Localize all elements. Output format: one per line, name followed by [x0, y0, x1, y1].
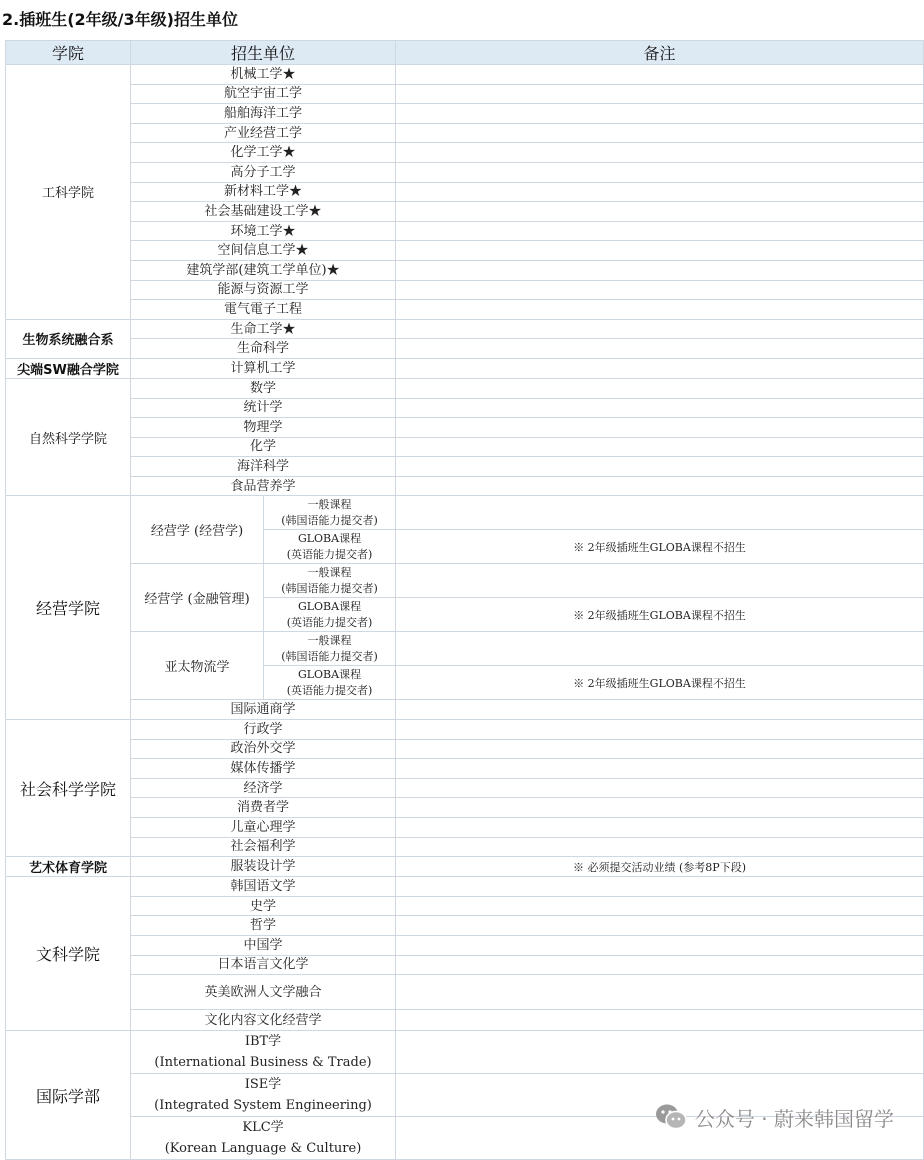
track-name: GLOBA课程 [297, 531, 362, 545]
unit-cell [131, 759, 396, 779]
track-cell [264, 598, 396, 632]
unit-cell [131, 936, 396, 956]
track-name: GLOBA课程 [297, 599, 362, 613]
unit-name: 行政学 [243, 721, 283, 737]
unit-name: 哲学 [250, 918, 277, 934]
note-cell [396, 221, 924, 241]
note-cell [396, 339, 924, 359]
unit-cell [131, 418, 396, 438]
table-body [6, 65, 924, 1160]
table-row [6, 398, 924, 418]
unit-name: 数学 [250, 380, 277, 396]
unit-name: 中国学 [243, 937, 283, 953]
note-cell [396, 378, 924, 398]
unit-name: 消费者学 [237, 800, 290, 816]
unit-cell [131, 916, 396, 936]
table-row [6, 1010, 924, 1031]
track-requirement: (英语能力提交者) [286, 683, 373, 697]
table-row [6, 955, 924, 975]
note-cell [396, 476, 924, 496]
note-cell [396, 104, 924, 124]
note-cell [396, 162, 924, 182]
unit-cell [131, 339, 396, 359]
unit-cell [131, 437, 396, 457]
unit-name: 机械工学★ [230, 66, 296, 82]
note-cell [396, 739, 924, 759]
wechat-icon [655, 1102, 687, 1132]
track-name: 一般课程 [307, 633, 352, 647]
unit-cell [131, 202, 396, 222]
table-row [6, 700, 924, 720]
table-row [6, 418, 924, 438]
unit-cell [131, 84, 396, 104]
college-cell: 社会科学学院 [6, 720, 131, 857]
note-cell [396, 280, 924, 300]
unit-name: 社会基础建设工学★ [204, 203, 322, 219]
unit-cell [131, 319, 396, 339]
sub-unit-cell: 经营学 (经营学) [131, 496, 264, 564]
unit-name: 物理学 [243, 419, 283, 435]
note-cell [396, 896, 924, 916]
unit-cell [131, 457, 396, 477]
table-row [6, 457, 924, 477]
table-row [6, 476, 924, 496]
table-row [6, 632, 924, 666]
unit-name: 能源与资源工学 [217, 282, 309, 298]
table-row [6, 496, 924, 530]
unit-cell [131, 1117, 396, 1160]
note-cell [396, 123, 924, 143]
unit-name: 韩国语文学 [230, 879, 296, 895]
unit-cell [131, 65, 396, 85]
table-row [6, 319, 924, 339]
table-row [6, 241, 924, 261]
unit-name: 统计学 [243, 400, 283, 416]
unit-name: 儿童心理学 [230, 819, 296, 835]
unit-cell [131, 818, 396, 838]
track-cell [264, 666, 396, 700]
note-cell [396, 84, 924, 104]
unit-cell [131, 1074, 396, 1117]
track-requirement: (韩国语能力提交者) [281, 581, 378, 595]
note-cell [396, 65, 924, 85]
watermark [655, 1102, 894, 1132]
note-cell [396, 457, 924, 477]
unit-cell [131, 123, 396, 143]
unit-name: 日本语言文化学 [217, 957, 309, 973]
watermark-text: 公众号 · 蔚来韩国留学 [694, 1106, 894, 1131]
unit-name: 国际通商学 [230, 702, 296, 718]
table-row [6, 564, 924, 598]
note-cell [396, 818, 924, 838]
unit-name: 生命工学★ [230, 321, 296, 337]
note-cell [396, 916, 924, 936]
note-cell [396, 496, 924, 530]
table-row [6, 182, 924, 202]
college-cell: 经营学院 [6, 496, 131, 720]
table-row [6, 123, 924, 143]
unit-cell [131, 778, 396, 798]
table-row [6, 437, 924, 457]
unit-cell [131, 143, 396, 163]
note-cell [396, 632, 924, 666]
note-cell [396, 778, 924, 798]
unit-name: 媒体传播学 [230, 761, 296, 777]
unit-name: 化学工学★ [230, 145, 296, 161]
admission-table [5, 40, 924, 1160]
college-cell: 文科学院 [6, 877, 131, 1031]
unit-cell [131, 182, 396, 202]
unit-cell [131, 280, 396, 300]
track-cell [264, 530, 396, 564]
track-name: 一般课程 [307, 565, 352, 579]
unit-cell [131, 700, 396, 720]
track-requirement: (韩国语能力提交者) [281, 649, 378, 663]
table-row [6, 916, 924, 936]
table-row [6, 818, 924, 838]
note-cell [396, 437, 924, 457]
unit-cell [131, 720, 396, 740]
table-row [6, 65, 924, 85]
unit-cell [131, 837, 396, 857]
table-row [6, 1031, 924, 1074]
note-cell [396, 837, 924, 857]
college-cell: 自然科学学院 [6, 378, 131, 496]
unit-name: 船舶海洋工学 [224, 105, 303, 121]
table-row [6, 300, 924, 320]
unit-cell [131, 896, 396, 916]
college-cell: 国际学部 [6, 1031, 131, 1160]
unit-name: 英美欧洲人文学融合 [204, 984, 322, 1000]
unit-name: 史学 [250, 898, 277, 914]
note-cell [396, 1010, 924, 1031]
note-cell: ※ 2年级插班生GLOBA课程不招生 [396, 598, 924, 632]
note-cell [396, 398, 924, 418]
program-name: ISE学 [244, 1077, 282, 1093]
note-cell [396, 182, 924, 202]
table-row [6, 857, 924, 877]
table-row [6, 759, 924, 779]
college-cell: 工科学院 [6, 65, 131, 320]
table-row [6, 260, 924, 280]
unit-name: 计算机工学 [230, 360, 296, 376]
table-row [6, 739, 924, 759]
table-row [6, 202, 924, 222]
unit-name: 海洋科学 [237, 459, 290, 475]
note-cell [396, 300, 924, 320]
unit-cell [131, 857, 396, 877]
table-row [6, 778, 924, 798]
unit-name: 化学 [250, 439, 277, 455]
track-requirement: (英语能力提交者) [286, 615, 373, 629]
unit-cell [131, 358, 396, 378]
note-cell [396, 418, 924, 438]
unit-cell [131, 1010, 396, 1031]
note-cell [396, 241, 924, 261]
note-cell [396, 358, 924, 378]
table-row [6, 837, 924, 857]
track-name: GLOBA课程 [297, 667, 362, 681]
track-cell [264, 564, 396, 598]
track-cell [264, 496, 396, 530]
college-cell: 艺术体育学院 [6, 857, 131, 877]
note-cell [396, 564, 924, 598]
table-row [6, 798, 924, 818]
table-row [6, 936, 924, 956]
unit-cell [131, 241, 396, 261]
unit-cell [131, 798, 396, 818]
note-cell: ※ 必须提交活动业绩 (参考8P下段) [396, 857, 924, 877]
header-note: 备注 [396, 41, 924, 65]
program-name: IBT学 [244, 1034, 282, 1050]
table-row [6, 84, 924, 104]
table-row [6, 339, 924, 359]
note-cell [396, 877, 924, 897]
note-cell [396, 955, 924, 975]
program-name: KLC学 [242, 1120, 284, 1136]
unit-cell [131, 1031, 396, 1074]
college-cell: 生物系统融合系 [6, 319, 131, 358]
unit-cell [131, 739, 396, 759]
unit-name: 食品营养学 [230, 478, 296, 494]
note-cell [396, 260, 924, 280]
note-cell [396, 143, 924, 163]
track-name: 一般课程 [307, 497, 352, 511]
college-cell: 尖端SW融合学院 [6, 358, 131, 378]
program-full-name: (International Business & Trade) [154, 1055, 372, 1071]
table-row [6, 280, 924, 300]
unit-cell [131, 260, 396, 280]
unit-name: 航空宇宙工学 [224, 86, 303, 102]
note-cell [396, 720, 924, 740]
note-cell [396, 798, 924, 818]
unit-cell [131, 398, 396, 418]
unit-name: 空间信息工学★ [217, 243, 309, 259]
table-row [6, 221, 924, 241]
note-cell: ※ 2年级插班生GLOBA课程不招生 [396, 530, 924, 564]
sub-unit-cell: 亚太物流学 [131, 632, 264, 700]
table-row [6, 877, 924, 897]
unit-cell [131, 221, 396, 241]
track-requirement: (英语能力提交者) [286, 547, 373, 561]
unit-name: 产业经营工学 [224, 125, 303, 141]
unit-name: 建筑学部(建筑工学单位)★ [186, 262, 340, 278]
unit-name: 服装设计学 [230, 859, 296, 875]
unit-cell [131, 378, 396, 398]
unit-name: 高分子工学 [230, 164, 296, 180]
table-row [6, 896, 924, 916]
unit-name: 社会福利学 [230, 839, 296, 855]
table-row [6, 143, 924, 163]
table-row [6, 104, 924, 124]
note-cell [396, 1031, 924, 1074]
note-cell [396, 700, 924, 720]
note-cell: ※ 2年级插班生GLOBA课程不招生 [396, 666, 924, 700]
unit-name: 新材料工学★ [224, 184, 303, 200]
track-cell [264, 632, 396, 666]
unit-cell [131, 476, 396, 496]
header-college: 学院 [6, 41, 131, 65]
unit-cell [131, 975, 396, 1010]
note-cell [396, 202, 924, 222]
note-cell [396, 936, 924, 956]
program-full-name: (Integrated System Engineering) [154, 1098, 372, 1114]
unit-name: 文化内容文化经营学 [204, 1012, 322, 1028]
unit-cell [131, 300, 396, 320]
unit-name: 電气電子工程 [224, 301, 303, 317]
note-cell [396, 975, 924, 1010]
unit-name: 经济学 [243, 780, 283, 796]
unit-cell [131, 162, 396, 182]
table-row [6, 162, 924, 182]
table-row [6, 720, 924, 740]
table-row [6, 358, 924, 378]
header-unit: 招生单位 [131, 41, 396, 65]
sub-unit-cell: 经营学 (金融管理) [131, 564, 264, 632]
unit-cell [131, 104, 396, 124]
note-cell [396, 319, 924, 339]
program-full-name: (Korean Language & Culture) [164, 1141, 362, 1157]
unit-name: 环境工学★ [230, 223, 296, 239]
table-header-row [6, 41, 924, 65]
unit-name: 政治外交学 [230, 741, 296, 757]
unit-cell [131, 877, 396, 897]
table-row [6, 378, 924, 398]
table-row [6, 975, 924, 1010]
page-title: 2.插班生(2年级/3年级)招生单位 [2, 10, 238, 29]
note-cell [396, 759, 924, 779]
track-requirement: (韩国语能力提交者) [281, 513, 378, 527]
unit-name: 生命科学 [237, 341, 290, 357]
unit-cell [131, 955, 396, 975]
